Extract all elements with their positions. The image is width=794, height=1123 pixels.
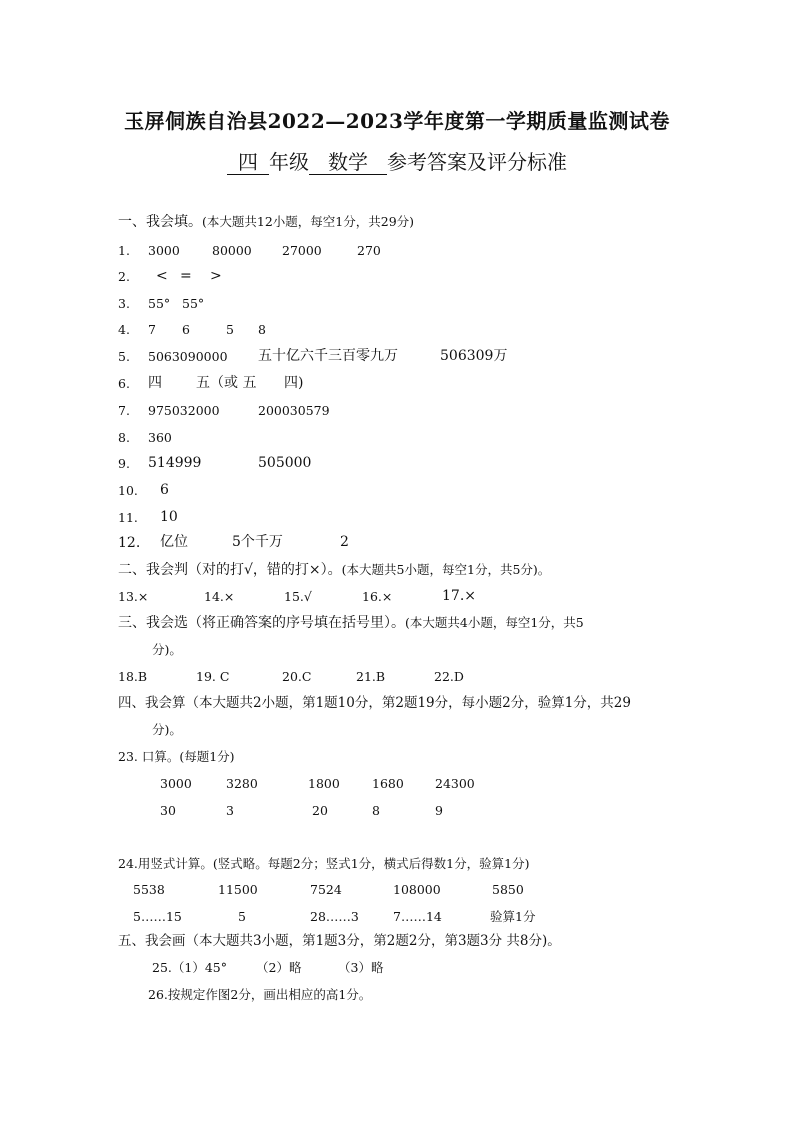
page-title: 玉屏侗族自治县2022—2023学年度第一学期质量监测试卷 xyxy=(124,109,670,133)
section4-heading: 四、我会算（本大题共2小题，第1题10分，第2题19分，每小题2分，验算1分，共29 xyxy=(118,695,631,711)
grade-blank: 四 xyxy=(227,150,269,175)
item6-answer-3: 四) xyxy=(284,375,304,391)
page-subtitle xyxy=(0,146,794,175)
q24-r2-c4: 7……14 xyxy=(393,909,442,924)
item4-answer-1: 7 xyxy=(148,322,156,337)
section3-cont: 分)。 xyxy=(152,642,182,657)
item-number: 11. xyxy=(118,510,138,525)
section3-title: 三、我会选（将正确答案的序号填在括号里）。 xyxy=(118,615,405,631)
grade-label: 年级 xyxy=(269,150,309,174)
item-number: 1. xyxy=(118,243,130,258)
item8-answer-1: 360 xyxy=(148,430,172,445)
item-number: 9. xyxy=(118,456,130,471)
item4-answer-3: 5 xyxy=(226,322,234,337)
choice-answer-19: 19. C xyxy=(196,669,230,684)
q24-r2-c5: 验算1分 xyxy=(490,909,536,924)
q25-part1: 25.（1）45° xyxy=(152,960,227,975)
item7-answer-2: 200030579 xyxy=(258,403,330,418)
item2-answer-2: = xyxy=(180,268,192,284)
item1-answer-2: 80000 xyxy=(212,243,252,258)
subject-blank: 数学 xyxy=(309,150,387,175)
q25-part3: （3）略 xyxy=(338,960,384,975)
item5-answer-2: 五十亿六千三百零九万 xyxy=(258,348,398,364)
q24-r1-c3: 7524 xyxy=(310,882,342,897)
q23-r1-c4: 1680 xyxy=(372,776,404,791)
item4-answer-2: 6 xyxy=(182,322,190,337)
section4-cont: 分)。 xyxy=(152,722,182,737)
item-number: 2. xyxy=(118,269,130,284)
q24-r1-c4: 108000 xyxy=(393,882,441,897)
section3-heading xyxy=(118,614,584,632)
choice-answer-18: 18.B xyxy=(118,669,148,684)
section1-heading xyxy=(118,213,414,231)
item-number: 4. xyxy=(118,322,130,337)
item10-answer-1: 6 xyxy=(160,482,169,498)
item-number: 6. xyxy=(118,376,130,391)
q24-r2-c1: 5……15 xyxy=(133,909,182,924)
item2-answer-1: < xyxy=(156,268,168,284)
q24-r1-c5: 5850 xyxy=(492,882,524,897)
section3-note: (本大题共4小题，每空1分，共5 xyxy=(405,615,584,630)
item7-answer-1: 975032000 xyxy=(148,403,220,418)
judge-answer-14: 14.× xyxy=(204,589,235,604)
item-number: 8. xyxy=(118,430,130,445)
item1-answer-4: 270 xyxy=(357,243,381,258)
judge-answer-15: 15.√ xyxy=(284,589,312,604)
section2-title: 二、我会判（对的打√，错的打×）。 xyxy=(118,562,342,578)
q23-r1-c1: 3000 xyxy=(160,776,192,791)
item6-answer-2: 五（或 五 xyxy=(196,375,257,391)
q23-r1-c3: 1800 xyxy=(308,776,340,791)
q23-r1-c2: 3280 xyxy=(226,776,258,791)
q23-r2-c3: 20 xyxy=(312,803,328,818)
item4-answer-4: 8 xyxy=(258,322,266,337)
judge-answer-13: 13.× xyxy=(118,589,149,604)
section2-note: (本大题共5小题，每空1分，共5分)。 xyxy=(341,562,551,577)
choice-answer-22: 22.D xyxy=(434,669,464,684)
choice-answer-21: 21.B xyxy=(356,669,386,684)
item1-answer-3: 27000 xyxy=(282,243,322,258)
item-number: 3. xyxy=(118,296,130,311)
item2-answer-3: > xyxy=(210,268,222,284)
q24-r2-c2: 5 xyxy=(238,909,246,924)
q23-r2-c2: 3 xyxy=(226,803,234,818)
item12-answer-3: 2 xyxy=(340,534,349,550)
item1-answer-1: 3000 xyxy=(148,243,180,258)
judge-answer-17: 17.× xyxy=(442,588,476,604)
q24-label: 24.用竖式计算。(竖式略。每题2分；竖式1分，横式后得数1分，验算1分) xyxy=(118,856,530,871)
q23-r2-c1: 30 xyxy=(160,803,176,818)
item3-answer-1: 55° xyxy=(148,296,171,311)
section2-heading xyxy=(118,561,550,579)
item11-answer-1: 10 xyxy=(160,509,178,525)
item6-answer-1: 四 xyxy=(148,375,162,391)
section5-heading: 五、我会画（本大题共3小题，第1题3分，第2题2分，第3题3分 共8分)。 xyxy=(118,933,561,949)
section1-title: 一、我会填。 xyxy=(118,214,202,230)
item-number: 5. xyxy=(118,349,130,364)
item-number: 7. xyxy=(118,403,130,418)
q26-text: 26.按规定作图2分，画出相应的高1分。 xyxy=(148,987,372,1002)
section1-note: (本大题共12小题，每空1分，共29分) xyxy=(202,214,415,229)
q24-r1-c1: 5538 xyxy=(133,882,165,897)
item5-answer-3: 506309万 xyxy=(440,348,508,364)
item5-answer-1: 5063090000 xyxy=(148,349,228,364)
q23-r2-c5: 9 xyxy=(435,803,443,818)
choice-answer-20: 20.C xyxy=(282,669,312,684)
q25-part2: （2）略 xyxy=(256,960,302,975)
subtitle-rest: 参考答案及评分标准 xyxy=(387,150,567,174)
q24-r2-c3: 28……3 xyxy=(310,909,359,924)
q23-r2-c4: 8 xyxy=(372,803,380,818)
item-number: 12. xyxy=(118,535,141,551)
judge-answer-16: 16.× xyxy=(362,589,393,604)
q23-r1-c5: 24300 xyxy=(435,776,475,791)
item3-answer-2: 55° xyxy=(182,296,205,311)
item-number: 10. xyxy=(118,483,138,498)
item9-answer-2: 505000 xyxy=(258,455,312,471)
item12-answer-2: 5个千万 xyxy=(232,534,283,550)
item12-answer-1: 亿位 xyxy=(160,534,188,550)
q24-r1-c2: 11500 xyxy=(218,882,258,897)
q23-label: 23. 口算。(每题1分) xyxy=(118,749,235,764)
item9-answer-1: 514999 xyxy=(148,455,202,471)
